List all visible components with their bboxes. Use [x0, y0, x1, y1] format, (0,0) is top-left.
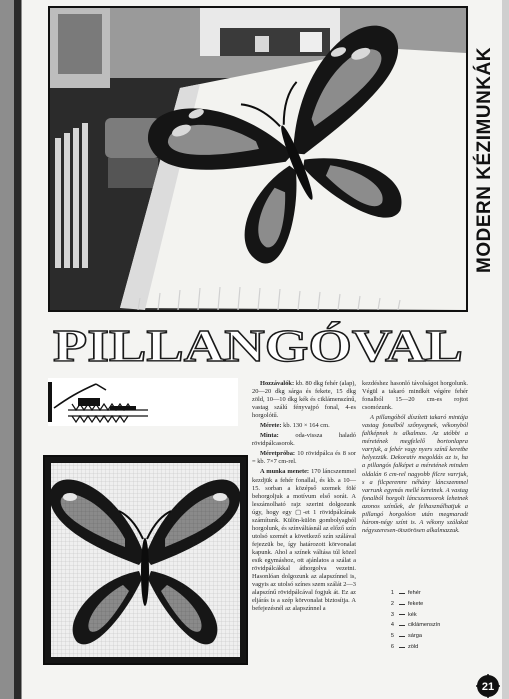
legend-item — [380, 599, 462, 610]
legend-number: 5 — [390, 633, 394, 640]
usage-text: A pillangóból díszített takaró mintája vastag fonalból szőnyegnek, vékonyból faliképnek is alkalmas. Az utóbbi a méretének megfelelő bortonlapra varrjuk, a fehér vagy nyers színű keretbe helyezzük. Dekoratív megoldás az is, ha a pillangós falképet a méretének minden oldalán 6 cm-rel nagyobb filcre varrjuk, s a filcperemre néhány láncszemmel varrunk egymás mellé keretnek. A vastag fonalból horgolt láncszemsorok lehetnek azonos színűek, de felhasználhatjuk a pillangó horgolóon után megmaradt három-négy színt is. A vékony szálakat négyszeresen-ötszörösen alkalmazzuk. — [362, 414, 468, 534]
materials-paragraph — [252, 380, 356, 420]
legend-dash — [399, 604, 405, 605]
materials-text: kb. 80 dkg fehér (alap), 20—20 dkg sárga és fekete, 15 dkg zöld, 10—10 dkg kék és ciklámenszínű, vastag szálú fényvajpó fonal, 4-es horgolótű. — [252, 380, 356, 420]
legend-number: 2 — [390, 600, 394, 607]
procedure-text: 170 láncszemmel kezdjük a fehér fonallal, és kb. a 10—15. sorban a középső szemek fölé behorgoljuk a motívum első sorát. A leszámolható rajz szerint dolgozunk úgy, hogy egy ▢-et 1 rövidpálcának számítunk. Külön-külön gombolyagból horgolunk, és színváltásnál az előző szín utolsó szemét a következő szín szálával fejezzük be, így határozott körvonalat kapunk. Ahol a színek váltása túl közel esik egymáshoz, ott ajánlatos a szálat a rövidpálcákkal áthorgolva vezetni. Hasonlóan dolgozunk az alapszínnel is, vagyis az utolsó színes szem szálát 2—3 alapszínű rövidpálcával fogjuk át. Ez az eljárás is a szép körvonalat biztosítja. A befejezésnél az alapszínnel a — [252, 468, 356, 613]
size-label: Mérete: — [260, 422, 282, 430]
legend-label: fekete — [408, 600, 424, 607]
legend-item — [380, 610, 462, 621]
legend-item — [380, 642, 462, 653]
procedure-paragraph — [252, 468, 356, 613]
gauge-paragraph — [252, 450, 356, 466]
pattern-chart — [43, 455, 248, 665]
stitch-illustration — [48, 378, 238, 426]
legend-number: 1 — [390, 590, 394, 596]
stitch-pattern-text: oda-vissza haladó rövidpálcasorok. — [252, 432, 356, 448]
legend-number: 3 — [390, 611, 394, 618]
color-legend — [380, 588, 462, 660]
legend-dash — [399, 636, 405, 637]
size-text: kb. 130 × 164 cm. — [281, 422, 330, 430]
instructions-column-2 — [362, 380, 468, 537]
legend-item — [380, 620, 462, 631]
legend-dash — [399, 593, 405, 594]
materials-label: Hozzávalók: — [260, 380, 295, 387]
headline — [48, 318, 468, 368]
legend-number: 6 — [390, 643, 394, 650]
legend-item — [380, 588, 462, 599]
legend-label: sárga — [408, 633, 422, 640]
blanket-photo — [48, 6, 468, 312]
headline-text: PILLANGÓVAL — [53, 320, 463, 368]
page-binding-edge — [0, 0, 22, 699]
instructions-column-1 — [252, 380, 356, 615]
stitch-pattern-paragraph — [252, 432, 356, 448]
gauge-label: Méretpróba: — [260, 450, 296, 458]
legend-label: zöld — [408, 643, 419, 650]
legend-item — [380, 631, 462, 642]
legend-label: ciklámenszín — [408, 622, 441, 629]
legend-dash — [399, 614, 405, 615]
section-title-text: MODERN KÉZIMUNKÁK — [474, 47, 495, 273]
procedure-label: A munka menete: — [260, 468, 310, 476]
legend-label: fehér — [408, 590, 421, 596]
blanket-photo-drawing — [50, 8, 466, 310]
size-paragraph — [252, 422, 356, 430]
legend-dash — [399, 647, 405, 648]
legend-dash — [399, 625, 405, 626]
finishing-paragraph: kezdéshez hasonló távolságot horgolunk. Végül a takaró mindkét végére fehér fonalból 15—20 cm-es rojtot csomózunk. — [362, 380, 468, 412]
pattern-chart-drawing — [45, 457, 246, 663]
page-number-badge — [476, 674, 500, 698]
legend-number: 4 — [390, 622, 394, 629]
page-number: 21 — [481, 681, 495, 693]
section-title-vertical — [468, 10, 502, 310]
usage-paragraph — [362, 414, 468, 535]
gauge-text: 10 rövidpálca és 8 sor = kb. 7×7 cm-rel. — [252, 450, 356, 466]
stitch-pattern-label: Minta: — [260, 432, 279, 440]
legend-label: kék — [408, 611, 417, 618]
binding-shadow — [14, 0, 21, 699]
